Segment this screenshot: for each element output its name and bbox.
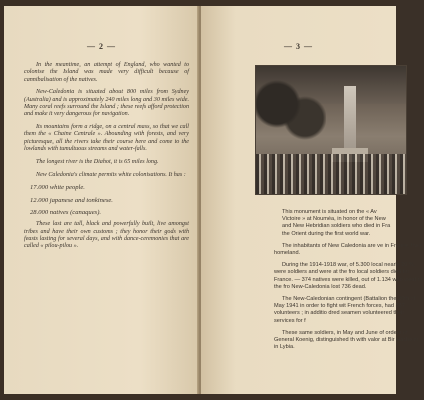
monument: [344, 86, 356, 156]
paragraph: These last are tall, black and powerfully built, live amongst tribes and have their own customs ; they honor their gods with feasts lasting for several days, and with dance-ceremonies that are called « pilou-pilou ».: [24, 221, 189, 250]
left-page: [4, 6, 199, 394]
population-line: 28.000 natives (canaques).: [30, 208, 102, 216]
war-memorial-photo: [255, 65, 407, 195]
paragraph: These same soldiers, in May and June of orders of General Koenig, distinguished th with valor at Bir Hacheim, in Lybia.: [274, 329, 420, 351]
page-number: — 2 —: [87, 42, 116, 51]
paragraph: During the 1914-1918 war, of 5.300 local nearly 20 %, were soldiers and were at the fro local soldiers died for France. — 374 natives were killed, out of 1.134 who went to the fro New-Caledonia lost 736 dead.: [274, 262, 423, 290]
population-line: 12.000 japanese and tonkinese.: [30, 196, 113, 204]
crowd: [256, 154, 406, 194]
right-page-body: [274, 209, 423, 356]
text-line: This monument is situated on the « Av: [282, 209, 377, 215]
paragraph: The New-Caledonian contingent (Battalion the 20th of May 1941 in order to fight wit French forces, had 387 volunteers ; in additio dred seamen volunteered their services for f: [274, 296, 416, 324]
left-page-body: [24, 62, 189, 256]
text-line: Victoire » at Nouméa, in honor of the New: [282, 216, 386, 223]
paragraph: In the meantime, an attempt of England, who wanted to colonise the Island was made very difficult because of cannibalisation of the natives.: [24, 62, 189, 83]
paragraph: The inhabitants of New Caledonia are ve in France, their homeland.: [274, 242, 422, 257]
population-line: 17.000 white people.: [30, 184, 85, 192]
paragraph: New Caledonia's climate permits white colonisations. It has :: [36, 171, 186, 178]
paragraph: Its mountains form a ridge, on a central mass, so that we call them the « Chaine Centrale ». Abounding with forests, and very picturesque, all the rivers take their course here and come to the lowlands with tumultuous streams and water-falls.: [24, 124, 189, 152]
page-number: — 3 —: [284, 42, 313, 51]
text-line: and New Hebridian soldiers who died in Fra: [282, 223, 391, 230]
text-line: the Orient during the first world war.: [282, 230, 371, 237]
paragraph: The longest river is the Diahot, it is 65 miles long.: [36, 158, 159, 165]
paragraph: New-Caledonia is situated about 800 miles from Sydney (Australia) and is approximately 240 miles long and 30 miles wide. Many coral reefs surround the Island ; these reefs afford protection and make it very dangerous for navigation.: [24, 89, 189, 118]
right-page: [201, 6, 423, 394]
